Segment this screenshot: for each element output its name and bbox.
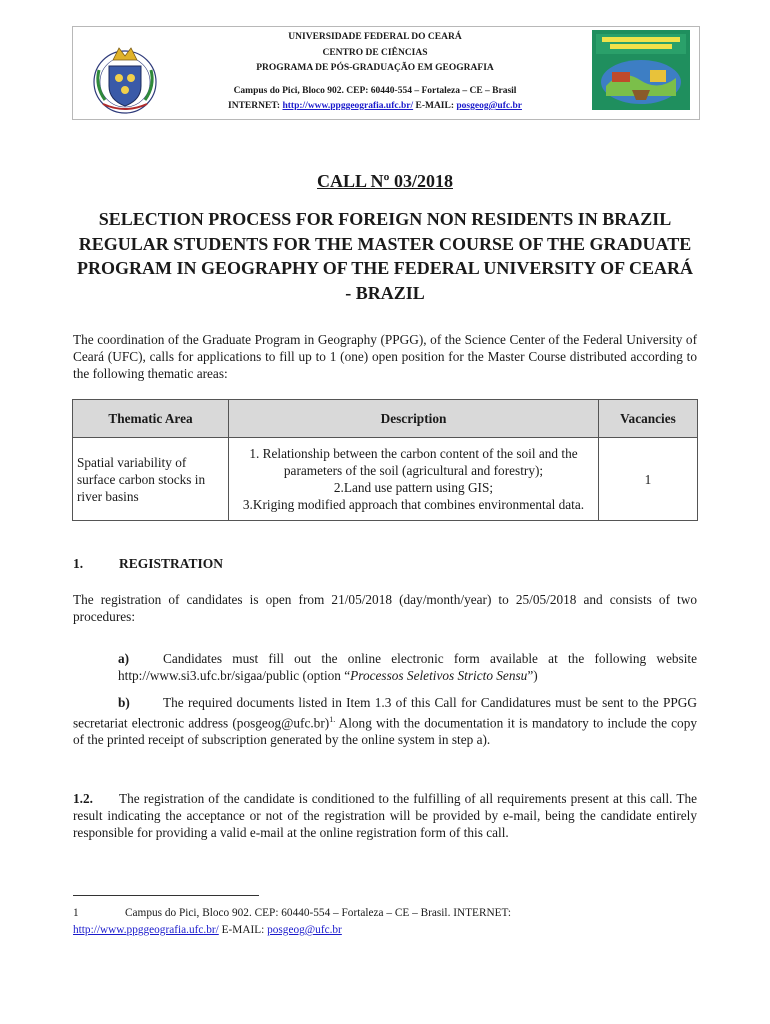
section-number: 1.: [73, 556, 84, 571]
intro-paragraph: The coordination of the Graduate Program in Geography (PPGG), of the Science Center of the Federal University of Ceará (UFC), calls for applications to fill up to 1 (one) open position for the Master Course distributed according to the following thematic areas:: [73, 332, 697, 381]
header-description: Description: [229, 400, 599, 438]
item-a-end: ”): [527, 668, 538, 683]
description-item-1: 1. Relationship between the carbon content of the soil and the parameters of the soil (agricultural and forestry);: [249, 446, 578, 478]
letterhead: [170, 30, 580, 115]
university-crest-logo: [89, 30, 161, 116]
address: Campus do Pici, Bloco 902. CEP: 60440-554 – Fortaleza – CE – Brasil: [233, 85, 517, 96]
cell-vacancies: 1: [599, 438, 698, 521]
item-b-label: b): [118, 695, 130, 710]
table-header-row: [73, 400, 698, 438]
footnote-email-link[interactable]: posgeog@ufc.br: [267, 924, 342, 936]
section-heading-registration: [73, 556, 223, 572]
cell-description: [229, 438, 599, 521]
main-title: SELECTION PROCESS FOR FOREIGN NON RESIDENTS IN BRAZIL REGULAR STUDENTS FOR THE MASTER COURSE OF THE GRADUATE PROGRAM IN GEOGRAPHY OF THE FEDERAL UNIVERSITY OF CEARÁ - BRAZIL: [76, 209, 694, 303]
section-title: REGISTRATION: [119, 556, 224, 571]
item-b-text2: Along with the documentation it is mandatory to include the copy of the printed receipt of subscription generated by the online system in step a).: [73, 715, 697, 748]
call-title: CALL Nº 03/2018: [317, 171, 453, 191]
item-12-label: 1.2.: [73, 791, 93, 806]
registration-intro: The registration of candidates is open from 21/05/2018 (day/month/year) to 25/05/2018 and consists of two procedures:: [73, 592, 697, 624]
header-thematic-area: Thematic Area: [73, 400, 229, 438]
item-b-text: The required documents listed in Item 1.3 of this Call for Candidatures must be sent to the PPGG secretariat electronic address (posgeog@ufc.br): [73, 695, 697, 731]
email-label: E-MAIL:: [415, 101, 455, 111]
item-12-text: The registration of the candidate is conditioned to the fulfilling of all requirements present at this call. The result indicating the acceptance or not of the registration will be provided by e-mail, being the candidate entirely responsible for providing a valid e-mail at the online registration form of this call.: [73, 791, 697, 840]
footnote-ref: 1.: [329, 715, 336, 724]
paragraph-1-2: [73, 790, 697, 841]
website-link[interactable]: http://www.ppggeografia.ufc.br/: [282, 101, 414, 111]
footnote-number: 1: [73, 907, 79, 919]
center-name: CENTRO DE CIÊNCIAS: [322, 47, 428, 58]
footnote-text: Campus do Pici, Bloco 902. CEP: 60440-554 – Fortaleza – CE – Brasil. INTERNET:: [125, 907, 512, 919]
description-item-2: 2.Land use pattern using GIS;: [333, 480, 494, 495]
item-a-option: Processos Seletivos Stricto Sensu: [350, 668, 528, 683]
table-row: [73, 438, 698, 521]
footnote-email-label: E-MAIL:: [221, 924, 265, 936]
description-item-3: 3.Kriging modified approach that combines environmental data.: [242, 497, 585, 512]
item-a-label: a): [118, 651, 130, 666]
program-logo: [592, 30, 690, 110]
university-name: UNIVERSIDADE FEDERAL DO CEARÁ: [288, 32, 462, 42]
item-a-text: Candidates must fill out the online electronic form available at the following website http://www.si3.ufc.br/sigaa/public (option “: [118, 651, 697, 683]
program-name: PROGRAMA DE PÓS-GRADUAÇÃO EM GEOGRAFIA: [256, 63, 494, 73]
procedure-b: [73, 694, 697, 748]
thematic-areas-table: [72, 399, 698, 521]
footnote: [73, 905, 697, 939]
internet-label: INTERNET:: [228, 101, 281, 111]
header-vacancies: Vacancies: [599, 400, 698, 438]
procedure-a: [118, 650, 697, 684]
footnote-website-link[interactable]: http://www.ppggeografia.ufc.br/: [73, 924, 219, 936]
footnote-divider: [73, 895, 259, 896]
contact-line: [170, 99, 580, 115]
email-link[interactable]: posgeog@ufc.br: [456, 101, 522, 111]
cell-thematic-area: Spatial variability of surface carbon stocks in river basins: [73, 438, 229, 521]
